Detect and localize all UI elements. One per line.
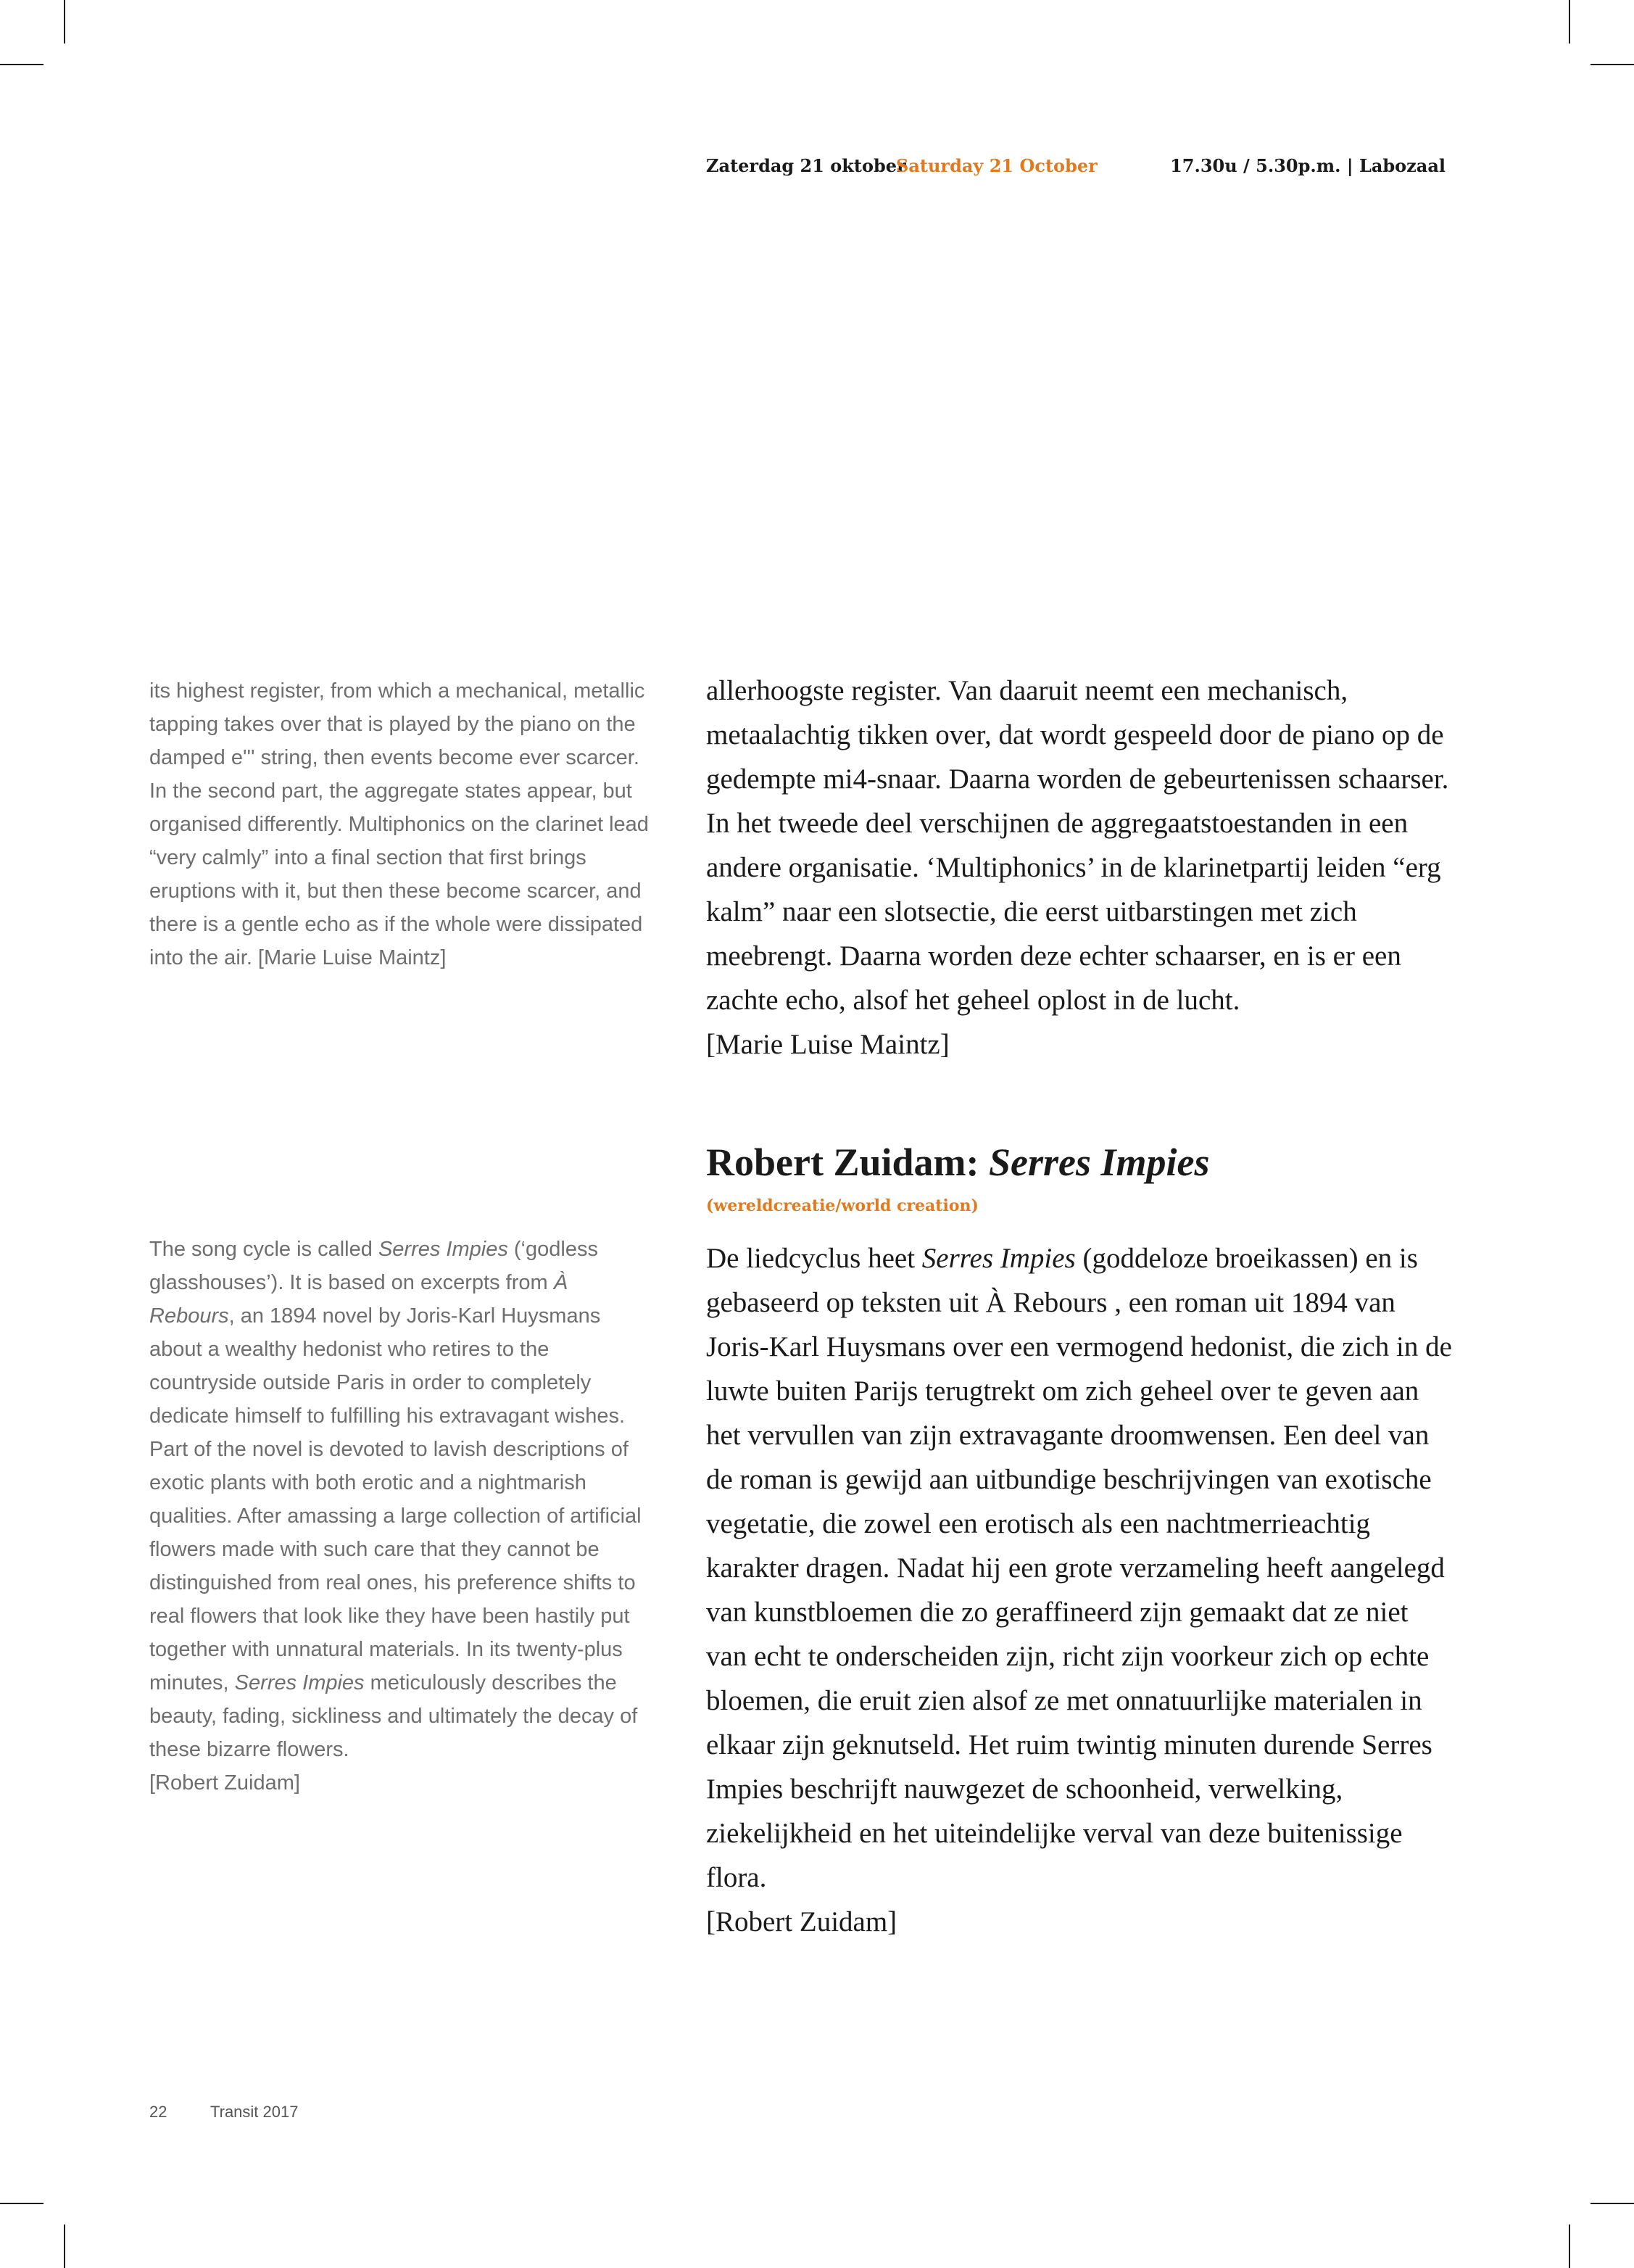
- dutch-paragraph: allerhoogste register. Van daaruit neemt een mechanisch, metaalachtig tikken over, dat wordt gespeeld door de piano op de gedempte mi4-snaar. Daarna worden de gebeurtenissen schaarser. In het tweede deel verschijnen de aggregaatstoestanden in een andere organisatie. ‘Multiphonics’ in de klarinetpartij leiden “erg kalm” naar een slotsectie, die eerst uitbarstingen met zich meebrengt. Daarna worden deze echter schaarser, en is er een zachte echo, alsof het geheel oplost in de lucht.: [706, 675, 1449, 1016]
- dutch-column-section-2: [706, 1236, 1453, 1944]
- premiere-note: (wereldcreatie/world creation): [706, 1196, 979, 1215]
- crop-mark-top-right-horizontal: [1591, 64, 1634, 65]
- work-title: Serres Impies: [989, 1141, 1210, 1184]
- text-run: , an 1894 novel by Joris-Karl Huysmans about a wealthy hedonist who retires to the countryside outside Paris in order to completely dedicate himself to fulfilling his extravagant wishes. Part of the novel is devoted to lavish descriptions of exotic plants with both erotic and a nightmarish qualities. After amassing a large collection of artificial flowers made with such care that they cannot be distinguished from real ones, his preference shifts to real flowers that look like they have been hastily put together with unnatural materials. In its twenty-plus minutes,: [149, 1304, 642, 1694]
- book-title-italic: À Rebours: [149, 1271, 568, 1328]
- english-credit: [Robert Zuidam]: [149, 1771, 300, 1795]
- header-date-english: Saturday 21 October: [896, 155, 1098, 176]
- header-date-dutch: Zaterdag 21 oktober: [706, 155, 906, 176]
- text-run: meticulously describes the beauty, fading, sickliness and ultimately the decay of these bizarre flowers.: [149, 1671, 638, 1761]
- english-column-section-1: [149, 674, 657, 974]
- crop-mark-top-left-vertical: [64, 0, 65, 44]
- dutch-paragraph: [706, 1236, 1453, 1900]
- dutch-credit: [Robert Zuidam]: [706, 1906, 897, 1937]
- crop-mark-top-left-horizontal: [0, 64, 43, 65]
- text-run: De liedcyclus heet: [706, 1243, 922, 1274]
- text-run: The song cycle is called: [149, 1238, 378, 1261]
- english-column-section-2: [149, 1233, 657, 1800]
- dutch-column-section-1: [706, 669, 1453, 1067]
- work-title-italic: Serres Impies: [378, 1238, 508, 1261]
- crop-mark-bottom-right-vertical: [1569, 2224, 1570, 2268]
- header-time-venue: 17.30u / 5.30p.m. | Labozaal: [1170, 155, 1446, 176]
- work-title-italic: Serres Impies: [921, 1243, 1076, 1274]
- text-run: (goddeloze broeikassen) en is gebaseerd op teksten uit À Rebours , een roman uit 1894 van Joris-Karl Huysmans over een vermogend hedonist, die zich in de luwte buiten Parijs terugtrekt om zich geheel over te geven aan het vervullen van zijn extravagante droomwensen. Een deel van de roman is gewijd aan uitbundige beschrijvingen van exotische vegetatie, die zowel een erotisch als een nachtmerrieachtig karakter dragen. Nadat hij een grote verzameling heeft aangelegd van kunstbloemen die zo geraffineerd zijn gemaakt dat ze niet van echt te onderscheiden zijn, richt zijn voorkeur zich op echte bloemen, die eruit zien alsof ze met onnatuurlijke materialen in elkaar zijn geknutseld. Het ruim twintig minuten durende Serres Impies beschrijft nauwgezet de schoonheid, verwelking, ziekelijkheid en het uiteindelijke verval van deze buitenissige flora.: [706, 1243, 1452, 1893]
- crop-mark-top-right-vertical: [1569, 0, 1570, 44]
- crop-mark-bottom-right-horizontal: [1591, 2203, 1634, 2204]
- work-title-italic: Serres Impies: [234, 1671, 365, 1694]
- crop-mark-bottom-left-vertical: [64, 2224, 65, 2268]
- page-number: 22: [149, 2103, 167, 2121]
- composer-name: Robert Zuidam:: [706, 1141, 989, 1184]
- publication-name: Transit 2017: [210, 2103, 299, 2121]
- english-paragraph: [149, 1233, 657, 1766]
- dutch-credit: [Marie Luise Maintz]: [706, 1029, 950, 1060]
- piece-title: [706, 1140, 1210, 1185]
- text-run: (‘godless glasshouses’). It is based on excerpts from: [149, 1238, 598, 1294]
- crop-mark-bottom-left-horizontal: [0, 2203, 43, 2204]
- english-paragraph: its highest register, from which a mechanical, metallic tapping takes over that is played by the piano on the damped e''' string, then events become ever scarcer. In the second part, the aggregate states appear, but organised differently. Multiphonics on the clarinet lead “very calmly” into a final section that first brings eruptions with it, but then these become scarcer, and there is a gentle echo as if the whole were dissipated into the air. [Marie Luise Maintz]: [149, 679, 649, 969]
- running-header: [706, 151, 1446, 180]
